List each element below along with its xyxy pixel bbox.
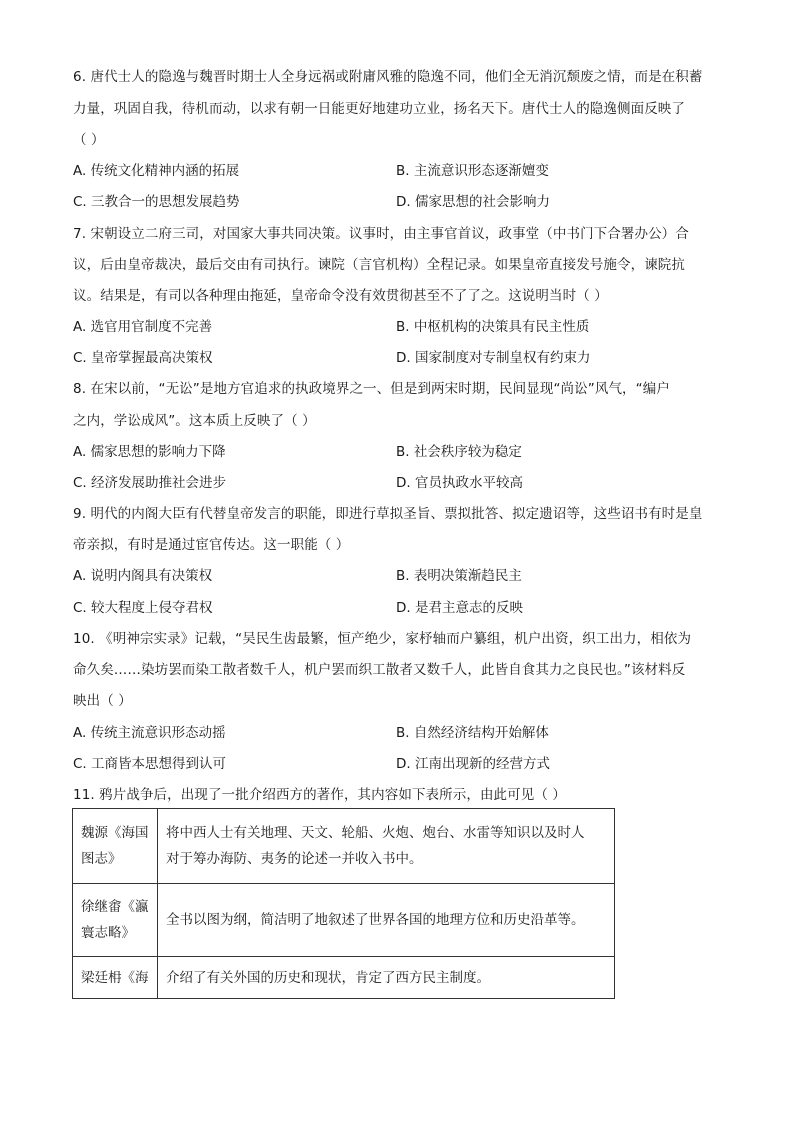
q6-option-a: A. 传统文化精神内涵的拓展 (73, 163, 240, 179)
q11-line-1: 11. 鸦片战争后，出现了一批介绍西方的著作，其内容如下表所示，由此可见（ ） (73, 787, 566, 803)
q7-option-d: D. 国家制度对专制皇权有约束力 (396, 350, 591, 366)
book-title-cell (73, 957, 158, 999)
source-table (72, 808, 615, 999)
q10-option-a: A. 传统主流意识形态动摇 (73, 725, 226, 741)
description-line: 全书以图为纲，简洁明了地叙述了世界各国的地理方位和历史沿革等。 (166, 912, 585, 928)
book-title-line: 图志》 (81, 851, 122, 867)
q7-line-1: 7. 宋朝设立二府三司，对国家大事共同决策。议事时，由主事官首议，政事堂（中书门下合署办公）合 (73, 226, 689, 242)
q10-option-d: D. 江南出现新的经营方式 (396, 756, 550, 772)
book-description-cell (158, 884, 615, 957)
q6-option-b: B. 主流意识形态逐渐嬗变 (396, 163, 549, 179)
q9-line-1: 9. 明代的内阁大臣有代替皇帝发言的职能，即进行草拟圣旨、票拟批答、拟定遗诏等，这些诏书有时是皇 (73, 506, 703, 522)
description-line: 介绍了有关外国的历史和现状，肯定了西方民主制度。 (166, 969, 490, 986)
q9-option-c: C. 较大程度上侵夺君权 (73, 600, 213, 616)
q10-line-2: 命久矣……染坊罢而染工散者数千人，机户罢而织工散者又数千人，此皆自食其力之良民也。”该材料反 (73, 662, 686, 678)
book-title-cell (73, 809, 158, 884)
q6-line-3: （ ） (73, 132, 105, 148)
q7-option-a: A. 选官用官制度不完善 (73, 319, 213, 335)
q6-option-c: C. 三教合一的思想发展趋势 (73, 194, 240, 210)
q10-option-c: C. 工商皆本思想得到认可 (73, 756, 227, 772)
book-title-cell (73, 884, 158, 957)
q10-option-b: B. 自然经济结构开始解体 (396, 725, 549, 741)
table-row (73, 884, 615, 957)
q8-line-2: 之内，学讼成风”。这本质上反映了（ ） (73, 413, 316, 429)
q7-line-3: 议。结果是，有司以各种理由拖延，皇帝命令没有效贯彻甚至不了了之。这说明当时（ ） (73, 288, 608, 304)
q8-line-1: 8. 在宋以前，“无讼”是地方官追求的执政境界之一、但是到两宋时期，民间显现“尚讼”风气，“编户 (73, 381, 670, 397)
book-description-cell (158, 809, 615, 884)
q7-option-c: C. 皇帝掌握最高决策权 (73, 350, 213, 366)
q7-line-2: 议，后由皇帝裁决，最后交由有司执行。谏院（言官机构）全程记录。如果皇帝直接发号施令，谏院抗 (73, 257, 685, 273)
q8-option-c: C. 经济发展助推社会进步 (73, 475, 227, 491)
book-title-line: 梁廷枏《海 (81, 969, 149, 986)
q9-option-b: B. 表明决策渐趋民主 (396, 568, 522, 584)
q7-option-b: B. 中枢机构的决策具有民主性质 (396, 319, 590, 335)
q8-option-b: B. 社会秩序较为稳定 (396, 444, 522, 460)
q9-option-d: D. 是君主意志的反映 (396, 600, 523, 616)
q6-line-2: 力量，巩固自我，待机而动，以求有朝一日能更好地建功立业，扬名天下。唐代士人的隐逸侧面反映了 (73, 101, 685, 117)
q10-line-1: 10. 《明神宗实录》记载，“吴民生齿最繁，恒产绝少，家杼轴而户纂组，机户出资，织工出力，相依为 (73, 631, 692, 647)
q9-line-2: 帝亲拟，有时是通过宦官传达。这一职能（ ） (73, 537, 350, 553)
q8-option-a: A. 儒家思想的影响力下降 (73, 444, 226, 460)
q6-line-1: 6. 唐代士人的隐逸与魏晋时期士人全身远祸或附庸风雅的隐逸不同，他们全无消沉颓废之情，而是在积蓄 (73, 69, 703, 85)
q10-line-3: 映出（ ） (73, 693, 132, 709)
description-line: 对于筹办海防、夷务的论述一并收入书中。 (166, 851, 423, 867)
book-title-line: 徐继畬《瀛 (81, 899, 149, 915)
book-title-line: 寰志略》 (81, 925, 135, 941)
table-row (73, 957, 615, 999)
table-row (73, 809, 615, 884)
q8-option-d: D. 官员执政水平较高 (396, 475, 523, 491)
book-description-cell (158, 957, 615, 999)
book-title-line: 魏源《海国 (81, 825, 149, 841)
q6-option-d: D. 儒家思想的社会影响力 (396, 194, 550, 210)
description-line: 将中西人士有关地理、天文、轮船、火炮、炮台、水雷等知识以及时人 (166, 825, 585, 841)
q9-option-a: A. 说明内阁具有决策权 (73, 568, 213, 584)
